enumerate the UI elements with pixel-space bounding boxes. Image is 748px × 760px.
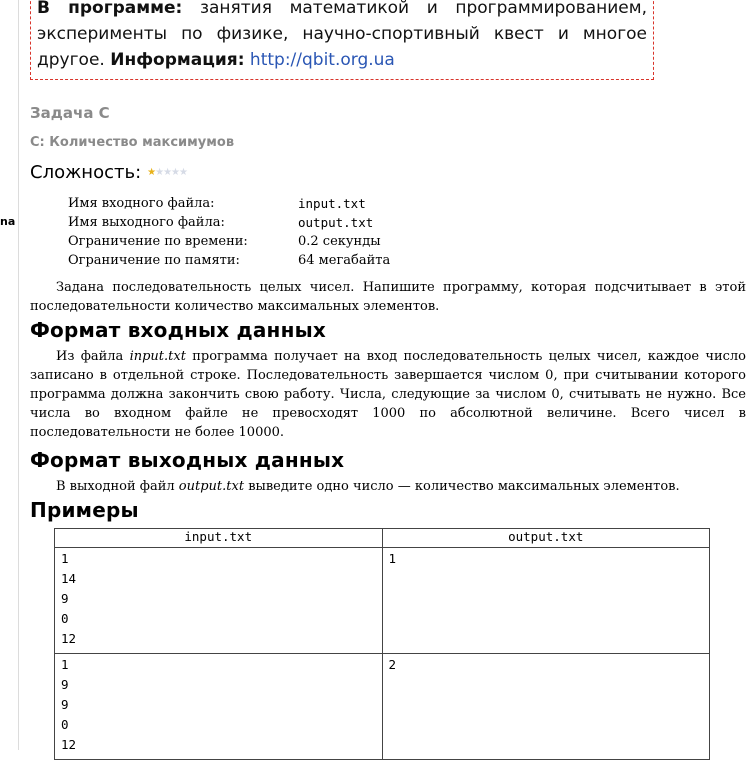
param-value: output.txt bbox=[298, 215, 374, 230]
star-filled-icon: ★ bbox=[147, 167, 156, 178]
examples-col-output: output.txt bbox=[382, 529, 710, 548]
example-line: 1 bbox=[61, 551, 69, 566]
param-value: 64 мегабайта bbox=[298, 253, 391, 268]
difficulty bbox=[30, 162, 187, 183]
example-line: 2 bbox=[388, 657, 397, 672]
param-row-memory-limit bbox=[68, 251, 390, 270]
param-row-input-file bbox=[68, 194, 390, 213]
promo-info-label: Информация: bbox=[110, 50, 245, 70]
example-line: 9 bbox=[61, 697, 69, 712]
output-format-heading: Формат выходных данных bbox=[30, 448, 345, 472]
input-file-name: input.txt bbox=[129, 349, 186, 364]
example-input-cell bbox=[55, 548, 383, 654]
param-value: 0.2 секунды bbox=[298, 234, 381, 249]
problem-subtitle: C: Количество максимумов bbox=[30, 135, 235, 150]
example-line: 1 bbox=[61, 657, 69, 672]
star-empty-icon: ★ bbox=[163, 167, 172, 178]
promo-text: занятия математикой и программированием, эксперименты по физике, научно-спортивный квест и многое другое. bbox=[37, 0, 647, 70]
input-format-text: Из файла input.txt программа получает на вход последовательность целых чисел, каждое число записано в отдельной строке. Последовательность завершается числом 0, при считывании которого программа должна закончить свою работу. Числа, следующие за числом 0, считывать не нужно. Все числа во входном файле не превосходят 1000 по абсолютной величине. Всего чисел в последовательности не более 10000. bbox=[30, 349, 746, 440]
promo-banner bbox=[30, 0, 654, 80]
output-format-text: В выходной файл output.txt выведите одно число — количество максимальных элементов. bbox=[56, 479, 680, 494]
example-line: 1 bbox=[388, 551, 397, 566]
param-value: input.txt bbox=[298, 196, 366, 211]
example-line: 14 bbox=[61, 571, 77, 586]
problem-params bbox=[68, 194, 390, 270]
example-line: 0 bbox=[61, 717, 69, 732]
example-output-cell bbox=[382, 654, 710, 760]
table-row bbox=[55, 548, 710, 654]
example-input-cell bbox=[55, 654, 383, 760]
page-left-border bbox=[18, 0, 19, 750]
input-format-heading: Формат входных данных bbox=[30, 318, 326, 342]
example-output-cell bbox=[382, 548, 710, 654]
param-label: Ограничение по памяти: bbox=[68, 253, 240, 268]
examples-col-input: input.txt bbox=[55, 529, 383, 548]
output-file-name: output.txt bbox=[178, 479, 245, 494]
param-label: Имя входного файла: bbox=[68, 196, 215, 211]
example-line: 9 bbox=[61, 677, 69, 692]
example-line: 12 bbox=[61, 631, 77, 646]
examples-heading: Примеры bbox=[30, 498, 139, 522]
example-line: 9 bbox=[61, 591, 69, 606]
param-row-time-limit bbox=[68, 232, 390, 251]
star-empty-icon: ★ bbox=[155, 167, 164, 178]
examples-table bbox=[54, 528, 710, 760]
sidebar-stub-text: na bbox=[0, 215, 16, 228]
promo-lead: В программе: bbox=[37, 0, 183, 18]
param-label: Ограничение по времени: bbox=[68, 234, 248, 249]
table-row bbox=[55, 654, 710, 760]
param-row-output-file bbox=[68, 213, 390, 232]
star-empty-icon: ★ bbox=[171, 167, 180, 178]
problem-title: Задача C bbox=[30, 104, 110, 122]
problem-statement: Задана последовательность целых чисел. Напишите программу, которая подсчитывает в этой последовательности количество максимальных элементов. bbox=[30, 280, 746, 314]
star-empty-icon: ★ bbox=[179, 167, 187, 178]
example-line: 0 bbox=[61, 611, 69, 626]
difficulty-label: Сложность: bbox=[30, 162, 142, 183]
promo-link[interactable]: http://qbit.org.ua bbox=[249, 50, 395, 70]
example-line: 12 bbox=[61, 737, 77, 752]
param-label: Имя выходного файла: bbox=[68, 215, 225, 230]
difficulty-stars bbox=[147, 167, 187, 178]
